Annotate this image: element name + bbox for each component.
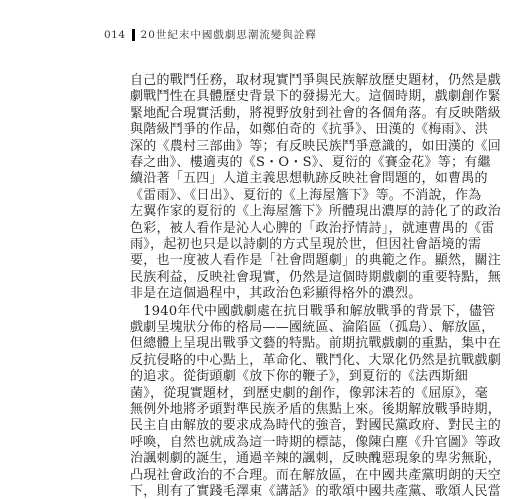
- text-line: 劇戰鬥性在具體歷史背景下的發揚光大。這個時期，戲劇創作緊: [130, 89, 502, 105]
- text-line: 呼喚，自然也就成為這一時期的標誌，像陳白塵《升官圖》等政: [130, 434, 502, 450]
- text-line: 反抗侵略的中心點上，革命化、戰鬥化、大眾化仍然是抗戰戲劇: [130, 352, 502, 368]
- text-line: 自己的戰鬥任務，取材現實鬥爭與民族解放歷史題材，仍然是戲: [130, 73, 502, 88]
- text-line: 民族利益，反映社會現實，仍然是這個時期戲劇的重要特點，無: [130, 269, 502, 285]
- text-line: 深的《農村三部曲》等；有反映民族鬥爭意識的，如田漢的《回: [130, 138, 502, 154]
- text-line: 但總體上呈現出戰爭文藝的特點。前期抗戰戲劇的重點，集中在: [130, 336, 502, 352]
- text-line: 春之曲》、樓適夷的《S・O・S》、夏衍的《賽金花》等；有繼: [130, 155, 491, 170]
- text-line: 雨》，起初也只是以詩劇的方式呈現於世，但因社會語境的需: [130, 237, 482, 252]
- text-line: 凸現社會政治的不合理。而在解放區，在中國共產黨明朗的天空: [130, 467, 502, 483]
- text-line: 非是在這個過程中，其政治色彩顯得格外的濃烈。: [130, 286, 422, 302]
- text-line: 續沿著「五四」人道主義思想軌跡反映社會問題的，如曹禺的: [130, 171, 488, 187]
- text-line: 下，則有了實踐毛澤東《講話》的歌頌中國共產黨、歌頌人民當: [130, 484, 502, 499]
- text-line: 要，也一度被人看作是「社會問題劇」的典範之作。顯然，關注: [130, 253, 502, 269]
- text-line: 緊地配合現實活動，將視野放射到社會的各個角落。有反映階級: [130, 105, 502, 121]
- text-line: 無例外地將矛頭對準民族矛盾的焦點上來。後期解放戰爭時期，: [130, 402, 502, 417]
- text-line: 戲劇呈塊狀分佈的格局——國統區、淪陷區（孤島）、解放區，: [130, 320, 495, 335]
- text-line: 《雷雨》、《日出》、夏衍的《上海屋簷下》等。不消說，作為: [130, 187, 482, 203]
- text-line: 菌》，從現實題材，到歷史劇的創作，像郭沫若的《屈原》，毫: [130, 385, 489, 401]
- header-divider-bar: [132, 29, 135, 41]
- text-line: 治諷刺劇的誕生，通過辛辣的諷刺，反映醜惡現象的卑劣無恥，: [130, 451, 502, 467]
- text-line: 與階級鬥爭的作品，如鄭伯奇的《抗爭》、田漢的《梅雨》、洪: [130, 122, 489, 138]
- running-header: [104, 27, 317, 42]
- page-number: 014: [104, 28, 126, 41]
- running-title: 20世紀末中國戲劇思潮流變與詮釋: [140, 29, 317, 41]
- text-line: 色彩，被人看作是沁人心脾的「政治抒情詩」，就連曹禺的《雷: [130, 220, 495, 236]
- text-line: 的追求。從街頭劇《放下你的鞭子》，到夏衍的《法西斯細: [130, 369, 469, 385]
- text-line: 左翼作家的夏衍的《上海屋簷下》所體現出濃厚的詩化了的政治: [130, 204, 502, 220]
- text-line: 1940年代中國戲劇處在抗日戰爭和解放戰爭的背景下，儘管: [130, 303, 496, 319]
- text-line: 民主自由解放的要求成為時代的強音，對國民黨政府、對民主的: [130, 418, 502, 434]
